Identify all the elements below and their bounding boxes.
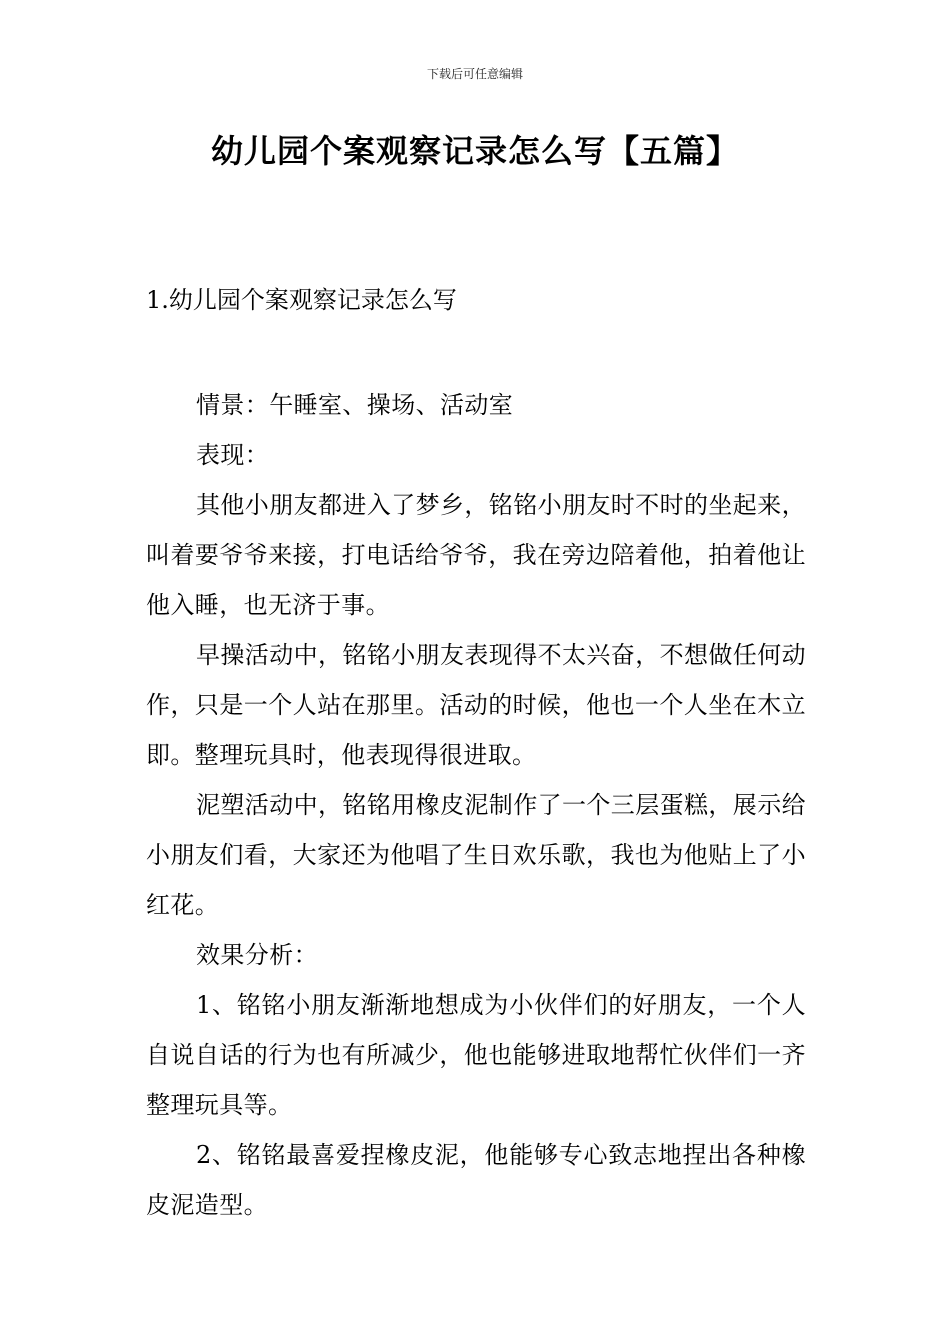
section-heading: 1.幼儿园个案观察记录怎么写 [146, 286, 457, 314]
header-note: 下载后可任意编辑 [426, 67, 523, 81]
paragraph-behavior-label: 表现： [196, 441, 270, 469]
paragraph-analysis-1: 1、铭铭小朋友渐渐地想成为小伙伴们的好朋友，一个人自说自话的行为也有所减少，他也能够进取地帮忙伙伴们一齐整理玩具等。 [146, 991, 806, 1119]
paragraph-clay-activity: 泥塑活动中，铭铭用橡皮泥制作了一个三层蛋糕，展示给小朋友们看，大家还为他唱了生日欢乐歌，我也为他贴上了小红花。 [146, 791, 806, 919]
document-title: 幼儿园个案观察记录怎么写【五篇】 [210, 132, 739, 170]
paragraph-nap: 其他小朋友都进入了梦乡，铭铭小朋友时不时的坐起来，叫着要爷爷来接，打电话给爷爷，我在旁边陪着他，拍着他让他入睡，也无济于事。 [146, 491, 806, 619]
paragraph-morning-exercise: 早操活动中，铭铭小朋友表现得不太兴奋，不想做任何动作，只是一个人站在那里。活动的时候，他也一个人坐在木立即。整理玩具时，他表现得很进取。 [146, 641, 806, 769]
paragraph-scene: 情景：午睡室、操场、活动室 [196, 391, 514, 419]
document-body [146, 380, 806, 1230]
paragraph-analysis-label: 效果分析： [196, 941, 318, 969]
paragraph-analysis-2: 2、铭铭最喜爱捏橡皮泥，他能够专心致志地捏出各种橡皮泥造型。 [146, 1141, 806, 1219]
